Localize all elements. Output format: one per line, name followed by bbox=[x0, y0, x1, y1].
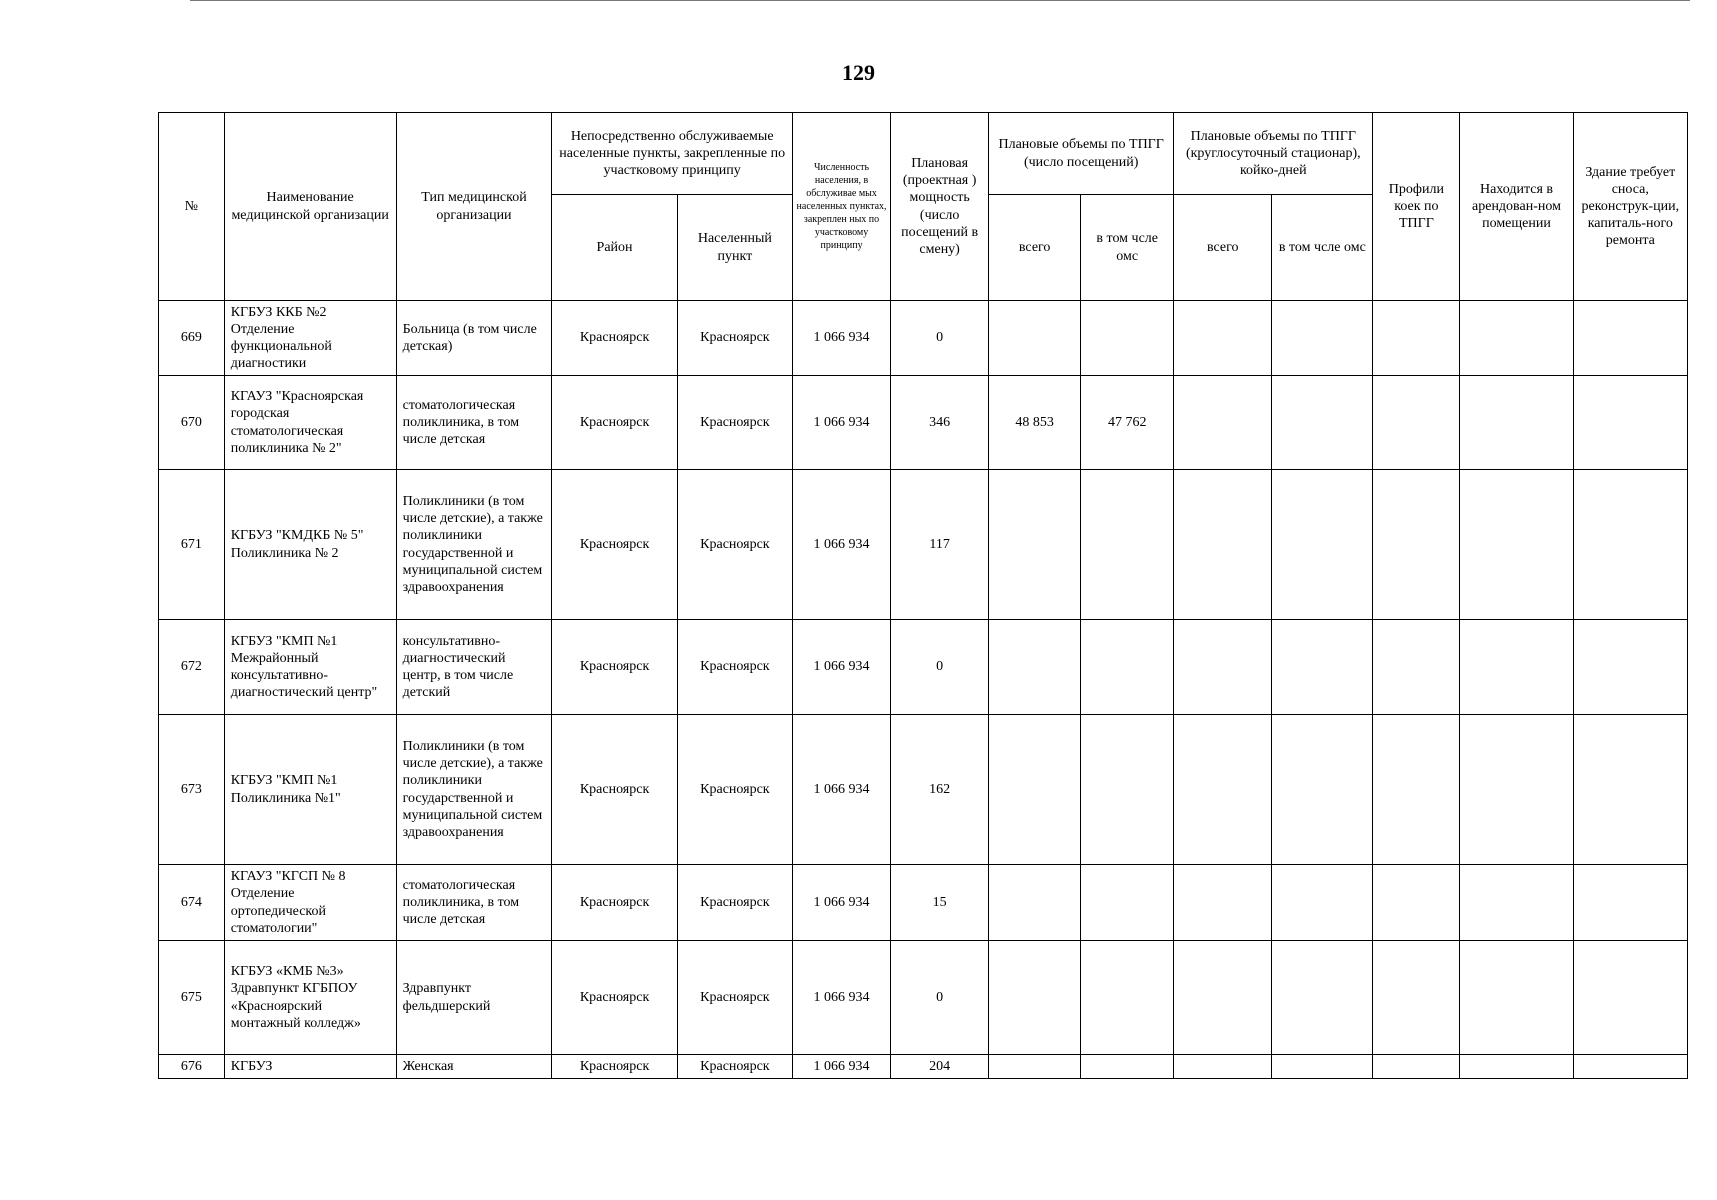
cell-no: 672 bbox=[159, 620, 225, 715]
cell-beds-total bbox=[1174, 1055, 1272, 1079]
cell-beds-total bbox=[1174, 301, 1272, 376]
col-header-tpgg-beds: Плановые объемы по ТПГГ (круглосуточный стационар), койко-дней bbox=[1174, 113, 1373, 195]
cell-beds-oms bbox=[1272, 1055, 1373, 1079]
cell-rented bbox=[1460, 865, 1573, 941]
cell-settlement: Красноярск bbox=[677, 865, 792, 941]
cell-district: Красноярск bbox=[552, 1055, 677, 1079]
cell-district: Красноярск bbox=[552, 301, 677, 376]
cell-profiles bbox=[1373, 865, 1460, 941]
cell-beds-total bbox=[1174, 941, 1272, 1055]
table-row bbox=[159, 715, 1688, 865]
cell-org-name: КГБУЗ bbox=[224, 1055, 396, 1079]
cell-settlement: Красноярск bbox=[677, 301, 792, 376]
cell-visits-oms bbox=[1081, 1055, 1174, 1079]
cell-org-name: КГАУЗ "Красноярская городская стоматологическая поликлиника № 2" bbox=[224, 376, 396, 470]
col-header-no: № bbox=[159, 113, 225, 301]
page-number: 129 bbox=[842, 60, 875, 85]
cell-capacity: 346 bbox=[891, 376, 989, 470]
cell-beds-total bbox=[1174, 715, 1272, 865]
cell-profiles bbox=[1373, 376, 1460, 470]
cell-building bbox=[1573, 620, 1687, 715]
col-header-rented: Находится в арендован-ном помещении bbox=[1460, 113, 1573, 301]
cell-population: 1 066 934 bbox=[793, 1055, 891, 1079]
cell-beds-oms bbox=[1272, 715, 1373, 865]
cell-no: 676 bbox=[159, 1055, 225, 1079]
col-header-visits-total: всего bbox=[989, 195, 1081, 301]
cell-settlement: Красноярск bbox=[677, 1055, 792, 1079]
cell-building bbox=[1573, 865, 1687, 941]
cell-visits-total bbox=[989, 941, 1081, 1055]
cell-capacity: 162 bbox=[891, 715, 989, 865]
cell-org-name: КГБУЗ "КМДКБ № 5" Поликлиника № 2 bbox=[224, 470, 396, 620]
col-header-served-points: Непосредственно обслуживаемые населенные пункты, закрепленные по участковому принципу bbox=[552, 113, 793, 195]
col-header-settlement: Населенный пункт bbox=[677, 195, 792, 301]
cell-org-name: КГБУЗ "КМП №1 Межрайонный консультативно-диагностический центр" bbox=[224, 620, 396, 715]
cell-no: 670 bbox=[159, 376, 225, 470]
cell-visits-total bbox=[989, 1055, 1081, 1079]
cell-no: 673 bbox=[159, 715, 225, 865]
cell-capacity: 0 bbox=[891, 941, 989, 1055]
cell-capacity: 117 bbox=[891, 470, 989, 620]
cell-visits-oms bbox=[1081, 470, 1174, 620]
col-header-tpgg-visits: Плановые объемы по ТПГГ (число посещений) bbox=[989, 113, 1174, 195]
col-header-population: Численность населения, в обслуживае мых населенных пунктах, закреплен ных по участковому принципу bbox=[793, 113, 891, 301]
cell-population: 1 066 934 bbox=[793, 715, 891, 865]
cell-org-name: КГБУЗ "КМП №1 Поликлиника №1" bbox=[224, 715, 396, 865]
table-row bbox=[159, 376, 1688, 470]
cell-visits-total bbox=[989, 620, 1081, 715]
cell-rented bbox=[1460, 376, 1573, 470]
cell-beds-oms bbox=[1272, 470, 1373, 620]
cell-visits-total bbox=[989, 301, 1081, 376]
cell-district: Красноярск bbox=[552, 715, 677, 865]
registry-table bbox=[158, 112, 1688, 1079]
table-row bbox=[159, 301, 1688, 376]
col-header-beds-total: всего bbox=[1174, 195, 1272, 301]
cell-profiles bbox=[1373, 301, 1460, 376]
cell-rented bbox=[1460, 715, 1573, 865]
cell-population: 1 066 934 bbox=[793, 941, 891, 1055]
cell-rented bbox=[1460, 620, 1573, 715]
cell-beds-oms bbox=[1272, 941, 1373, 1055]
cell-building bbox=[1573, 941, 1687, 1055]
cell-rented bbox=[1460, 941, 1573, 1055]
cell-district: Красноярск bbox=[552, 470, 677, 620]
cell-building bbox=[1573, 715, 1687, 865]
table-row bbox=[159, 941, 1688, 1055]
cell-capacity: 204 bbox=[891, 1055, 989, 1079]
cell-settlement: Красноярск bbox=[677, 376, 792, 470]
table-row bbox=[159, 470, 1688, 620]
cell-org-type: Женская bbox=[396, 1055, 552, 1079]
cell-org-name: КГАУЗ "КГСП № 8 Отделение ортопедической стоматологии" bbox=[224, 865, 396, 941]
cell-profiles bbox=[1373, 470, 1460, 620]
cell-population: 1 066 934 bbox=[793, 301, 891, 376]
cell-org-type: стоматологическая поликлиника, в том числе детская bbox=[396, 376, 552, 470]
cell-visits-total: 48 853 bbox=[989, 376, 1081, 470]
cell-population: 1 066 934 bbox=[793, 865, 891, 941]
cell-org-type: Здравпункт фельдшерский bbox=[396, 941, 552, 1055]
cell-visits-oms bbox=[1081, 865, 1174, 941]
cell-visits-total bbox=[989, 715, 1081, 865]
cell-settlement: Красноярск bbox=[677, 715, 792, 865]
cell-org-type: Поликлиники (в том числе детские), а также поликлиники государственной и муниципальной систем здравоохранения bbox=[396, 715, 552, 865]
cell-org-name: КГБУЗ «КМБ №3» Здравпункт КГБПОУ «Красноярский монтажный колледж» bbox=[224, 941, 396, 1055]
cell-population: 1 066 934 bbox=[793, 620, 891, 715]
cell-beds-total bbox=[1174, 865, 1272, 941]
cell-beds-total bbox=[1174, 620, 1272, 715]
cell-settlement: Красноярск bbox=[677, 620, 792, 715]
table-row bbox=[159, 1055, 1688, 1079]
cell-beds-total bbox=[1174, 376, 1272, 470]
top-rule bbox=[190, 0, 1690, 1]
cell-building bbox=[1573, 301, 1687, 376]
cell-org-type: консультативно-диагностический центр, в том числе детский bbox=[396, 620, 552, 715]
cell-settlement: Красноярск bbox=[677, 941, 792, 1055]
cell-org-type: Больница (в том числе детская) bbox=[396, 301, 552, 376]
cell-population: 1 066 934 bbox=[793, 470, 891, 620]
cell-population: 1 066 934 bbox=[793, 376, 891, 470]
cell-capacity: 0 bbox=[891, 620, 989, 715]
cell-district: Красноярск bbox=[552, 865, 677, 941]
cell-visits-oms bbox=[1081, 941, 1174, 1055]
cell-profiles bbox=[1373, 620, 1460, 715]
cell-no: 671 bbox=[159, 470, 225, 620]
cell-no: 674 bbox=[159, 865, 225, 941]
cell-building bbox=[1573, 470, 1687, 620]
cell-settlement: Красноярск bbox=[677, 470, 792, 620]
cell-org-type: стоматологическая поликлиника, в том числе детская bbox=[396, 865, 552, 941]
cell-visits-oms bbox=[1081, 301, 1174, 376]
cell-building bbox=[1573, 376, 1687, 470]
cell-visits-oms bbox=[1081, 715, 1174, 865]
col-header-visits-oms: в том чсле омс bbox=[1081, 195, 1174, 301]
cell-beds-total bbox=[1174, 470, 1272, 620]
col-header-org-type: Тип медицинской организации bbox=[396, 113, 552, 301]
cell-org-type: Поликлиники (в том числе детские), а также поликлиники государственной и муниципальной систем здравоохранения bbox=[396, 470, 552, 620]
col-header-bed-profiles: Профили коек по ТПГГ bbox=[1373, 113, 1460, 301]
col-header-building: Здание требует сноса, реконструк-ции, капиталь-ного ремонта bbox=[1573, 113, 1687, 301]
table-row bbox=[159, 865, 1688, 941]
cell-no: 675 bbox=[159, 941, 225, 1055]
cell-profiles bbox=[1373, 1055, 1460, 1079]
cell-profiles bbox=[1373, 941, 1460, 1055]
cell-district: Красноярск bbox=[552, 376, 677, 470]
cell-rented bbox=[1460, 470, 1573, 620]
col-header-org-name: Наименование медицинской организации bbox=[224, 113, 396, 301]
cell-beds-oms bbox=[1272, 376, 1373, 470]
cell-building bbox=[1573, 1055, 1687, 1079]
col-header-planned-capacity: Плановая (проектная ) мощность (число посещений в смену) bbox=[891, 113, 989, 301]
cell-rented bbox=[1460, 1055, 1573, 1079]
col-header-district: Район bbox=[552, 195, 677, 301]
cell-rented bbox=[1460, 301, 1573, 376]
col-header-beds-oms: в том чсле омс bbox=[1272, 195, 1373, 301]
cell-beds-oms bbox=[1272, 301, 1373, 376]
cell-capacity: 15 bbox=[891, 865, 989, 941]
cell-visits-total bbox=[989, 865, 1081, 941]
cell-profiles bbox=[1373, 715, 1460, 865]
cell-beds-oms bbox=[1272, 865, 1373, 941]
cell-visits-oms: 47 762 bbox=[1081, 376, 1174, 470]
cell-capacity: 0 bbox=[891, 301, 989, 376]
cell-beds-oms bbox=[1272, 620, 1373, 715]
cell-visits-oms bbox=[1081, 620, 1174, 715]
cell-visits-total bbox=[989, 470, 1081, 620]
cell-org-name: КГБУЗ ККБ №2 Отделение функциональной диагностики bbox=[224, 301, 396, 376]
cell-district: Красноярск bbox=[552, 941, 677, 1055]
cell-no: 669 bbox=[159, 301, 225, 376]
cell-district: Красноярск bbox=[552, 620, 677, 715]
table-row bbox=[159, 620, 1688, 715]
